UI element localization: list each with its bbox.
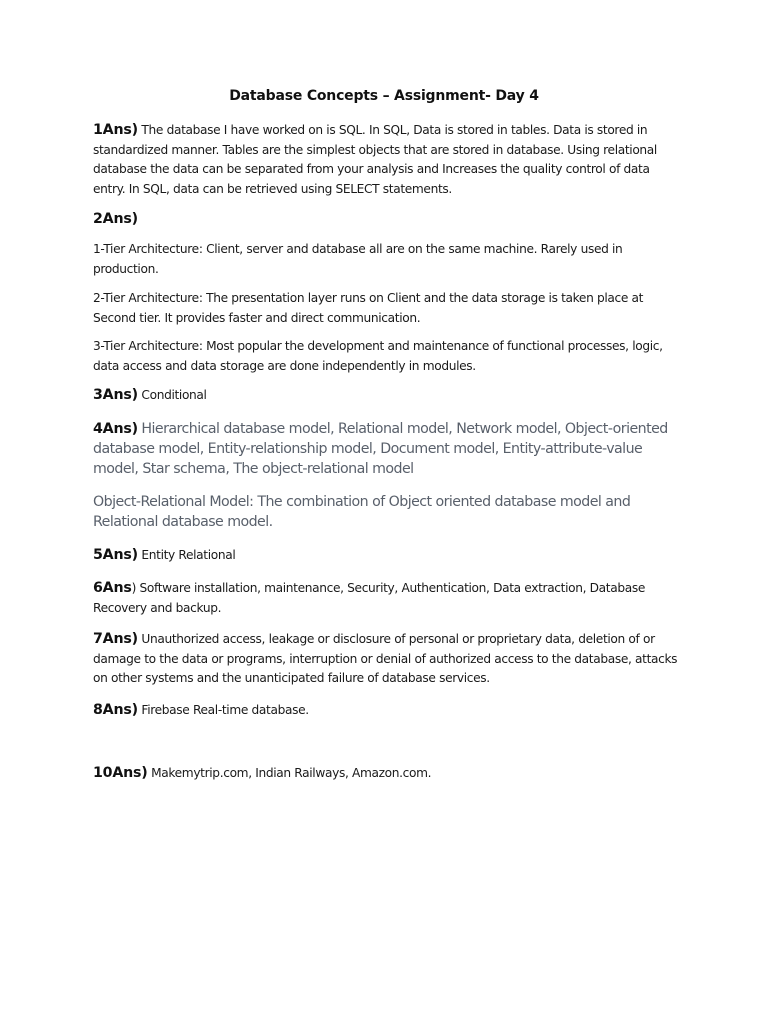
answer-2-tier-3: 3-Tier Architecture: Most popular the development and maintenance of functional processes, logic, data access and data storage are done independently in modules.	[93, 339, 663, 373]
answer-3-text: Conditional	[141, 388, 207, 402]
answer-10	[93, 764, 683, 784]
answer-6	[93, 579, 683, 618]
answer-8-text: Firebase Real-time database.	[141, 703, 309, 717]
answer-5-label: 5Ans)	[93, 547, 138, 563]
answer-5-text: Entity Relational	[141, 548, 236, 562]
answer-3-label: 3Ans)	[93, 387, 138, 403]
document-title: Database Concepts – Assignment- Day 4	[229, 88, 539, 104]
answer-1	[93, 121, 683, 199]
answer-7-text: Unauthorized access, leakage or disclosure of personal or proprietary data, deletion of or damage to the data or programs, interruption or denial of authorized access to the database, attacks on other systems and the unanticipated failure of database services.	[93, 632, 678, 685]
answer-2-tier-1: 1-Tier Architecture: Client, server and database all are on the same machine. Rarely used in production.	[93, 242, 623, 276]
answer-2-label: 2Ans)	[93, 211, 138, 227]
answer-3	[93, 386, 683, 406]
answer-6-label: 6Ans	[93, 580, 132, 596]
answer-8	[93, 701, 683, 721]
answer-4	[93, 419, 683, 479]
answer-8-label: 8Ans)	[93, 702, 138, 718]
answer-4-label: 4Ans)	[93, 421, 138, 437]
answer-10-text: Makemytrip.com, Indian Railways, Amazon.com.	[151, 766, 432, 780]
answer-5	[93, 546, 683, 566]
answer-7	[93, 630, 683, 689]
answer-4-text: Hierarchical database model, Relational model, Network model, Object-oriented database model, Entity-relationship model, Document model, Entity-attribute-value model, Star schema, The object-relational model	[93, 421, 668, 477]
answer-4-note: Object-Relational Model: The combination of Object oriented database model and Relational database model.	[93, 494, 631, 530]
answer-7-label: 7Ans)	[93, 631, 138, 647]
answer-1-label: 1Ans)	[93, 122, 138, 138]
answer-2	[93, 210, 683, 230]
answer-10-label: 10Ans)	[93, 765, 148, 781]
answer-1-text: The database I have worked on is SQL. In SQL, Data is stored in tables. Data is stored in standardized manner. Tables are the simplest objects that are stored in database. Using relational database the data can be separated from your analysis and Increases the quality control of data entry. In SQL, data can be retrieved using SELECT statements.	[93, 123, 657, 196]
answer-6-text: ) Software installation, maintenance, Security, Authentication, Data extraction, Database Recovery and backup.	[93, 581, 646, 615]
answer-2-tier-2: 2-Tier Architecture: The presentation layer runs on Client and the data storage is taken place at Second tier. It provides faster and direct communication.	[93, 291, 644, 325]
